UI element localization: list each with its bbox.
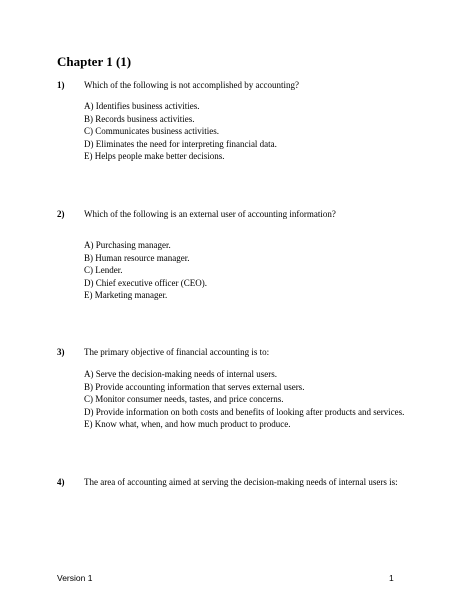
question-2 <box>57 208 457 301</box>
answer-option-b: B) Records business activities. <box>84 113 195 124</box>
answer-option-c: C) Communicates business activities. <box>84 126 219 137</box>
question-4 <box>57 476 457 488</box>
footer-page-number: 1 <box>389 573 394 583</box>
question-text: The area of accounting aimed at serving the decision-making needs of internal users is: <box>84 477 398 487</box>
answer-option-b: B) Provide accounting information that serves external users. <box>84 381 305 392</box>
answer-option-a: A) Identifies business activities. <box>84 101 200 111</box>
answer-option-e: E) Marketing manager. <box>84 290 168 301</box>
question-text: Which of the following is not accomplished by accounting? <box>84 80 299 90</box>
question-text: Which of the following is an external user of accounting information? <box>84 209 336 219</box>
answer-option-a: A) Purchasing manager. <box>84 240 171 250</box>
question-text: The primary objective of financial accounting is to: <box>84 347 270 357</box>
question-number: 3) <box>57 347 65 357</box>
answer-option-d: D) Provide information on both costs and benefits of looking after products and services. <box>84 406 405 417</box>
question-prompt <box>57 476 457 488</box>
question-number: 4) <box>57 477 65 487</box>
footer-version: Version 1 <box>57 573 93 583</box>
answer-options <box>84 239 207 302</box>
question-prompt <box>57 346 457 358</box>
answer-options <box>84 368 404 431</box>
question-prompt <box>57 208 457 220</box>
answer-option-d: D) Chief executive officer (CEO). <box>84 277 208 288</box>
answer-option-e: E) Know what, when, and how much product to produce. <box>84 419 291 430</box>
answer-option-d: D) Eliminates the need for interpreting financial data. <box>84 138 277 149</box>
answer-option-c: C) Monitor consumer needs, tastes, and price concerns. <box>84 394 284 405</box>
chapter-title: Chapter 1 (1) <box>57 54 132 69</box>
answer-option-e: E) Helps people make better decisions. <box>84 151 225 162</box>
answer-option-a: A) Serve the decision-making needs of internal users. <box>84 369 277 379</box>
question-number: 2) <box>57 209 65 219</box>
answer-options <box>84 100 277 163</box>
question-1 <box>57 79 457 162</box>
answer-option-c: C) Lender. <box>84 265 123 276</box>
answer-option-b: B) Human resource manager. <box>84 252 190 263</box>
question-prompt <box>57 79 457 91</box>
question-number: 1) <box>57 80 65 90</box>
question-3 <box>57 346 457 430</box>
